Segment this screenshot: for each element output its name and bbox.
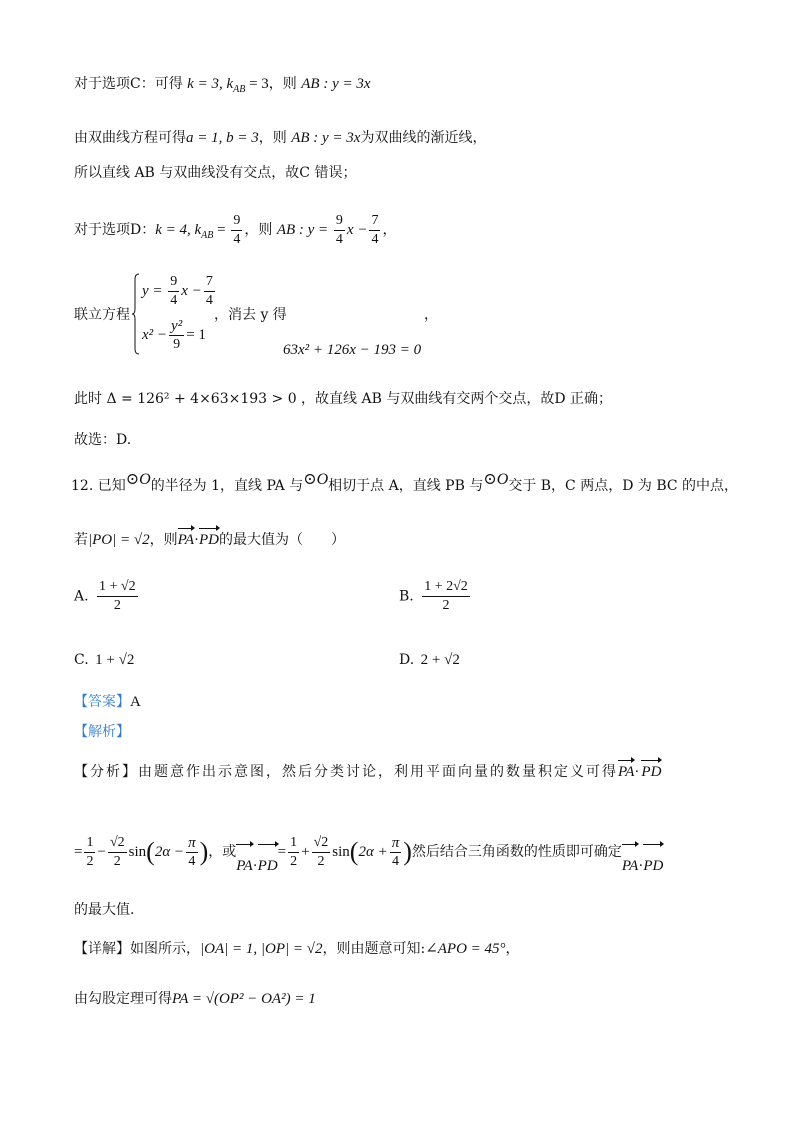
question-text: 的最大值为（ ）: [219, 532, 346, 548]
numerator: π: [391, 834, 400, 851]
text-or: ，或: [208, 844, 237, 860]
punctuation: ，: [424, 307, 438, 323]
numerator: π: [188, 834, 196, 851]
question-number: 12. 已知: [71, 478, 126, 494]
fraction-7-4: [204, 273, 215, 310]
math-k-value: k = 4, k: [155, 222, 202, 238]
system-row-1: [142, 272, 217, 310]
math-x-minus: x −: [346, 222, 368, 238]
hyperbola-intro: 由双曲线方程可得: [74, 130, 186, 146]
math-equals: =: [213, 222, 230, 238]
numerator: 1 + √2: [97, 578, 138, 597]
system-row-2: [142, 316, 206, 354]
fraction-7-4: [369, 212, 380, 249]
analysis-formula-line: = $\frac{1}{2}$ − $\frac{√2}{2}$ sin(2α − $\frac{\pi}{4}$ )，或PA·PD= $\frac{1}{2}$ + $\frac{√2}{2}$ sin(2α + $\frac{\pi}{4}$ )然后结合三角函数的性质即可确定PA·PD: [74, 832, 663, 886]
vector-pa: PA: [618, 764, 635, 780]
denominator: 4: [371, 231, 379, 247]
question-text: 若: [74, 532, 88, 548]
option-a[interactable]: [74, 578, 140, 615]
math-x-minus: x −: [181, 283, 202, 299]
denominator: 9: [173, 336, 181, 352]
text-line-option-c: [74, 74, 371, 100]
option-d[interactable]: [399, 650, 460, 670]
math-sin: sin: [332, 844, 350, 860]
detail-text: 如图所示，: [130, 941, 200, 957]
answer-tag: 【答案】: [74, 694, 130, 710]
fraction-pi-4: [390, 834, 402, 871]
math-po-length: |PO| = √2: [88, 532, 150, 548]
system-label: 联立方程: [74, 307, 130, 323]
answer-line: [74, 692, 141, 712]
detail-text: 由勾股定理可得: [74, 991, 172, 1007]
question-12-line-1: [71, 470, 738, 496]
option-c-value: 1 + √2: [95, 652, 135, 668]
math-subscript: AB: [233, 83, 246, 95]
denominator: 4: [335, 231, 343, 247]
circle-o-symbol: ⊙O: [483, 471, 509, 488]
vector-pd: PD: [641, 764, 662, 780]
option-a-label: A.: [74, 588, 89, 605]
vector-pd: PD: [643, 846, 663, 886]
denominator: 2: [442, 598, 450, 613]
math-kab-value: = 3: [245, 76, 269, 92]
math-y-equals: y =: [142, 283, 167, 299]
fraction-root2-over-2: [108, 834, 127, 871]
math-argument: 2α −: [154, 844, 185, 860]
numerator: 1 + 2√2: [422, 578, 470, 597]
math-argument: 2α +: [358, 844, 388, 860]
fraction-pi-4: [186, 834, 198, 871]
analysis-tag: 【解析】: [74, 724, 130, 740]
math-subscript: AB: [201, 229, 214, 241]
option-b[interactable]: [399, 578, 472, 615]
text-line-hyperbola: [74, 128, 486, 148]
denominator: 4: [170, 292, 178, 308]
numerator: √2: [312, 834, 331, 853]
quadratic-result: 63x² + 126x − 193 = 0: [283, 342, 422, 358]
vector-pd: PD: [199, 532, 220, 548]
text-then: ，则: [258, 130, 292, 146]
eliminate-y-text: ，消去 y 得: [214, 307, 287, 323]
text-line-choose-d: 故选：D.: [74, 432, 132, 448]
math-equals: =: [74, 844, 83, 860]
numerator: 7: [369, 212, 380, 231]
numerator: 9: [168, 273, 179, 292]
vector-pa: PA: [622, 846, 638, 886]
analysis-text: 【分析】由题意作出示意图，然后分类讨论，利用平面向量的数量积定义可得: [74, 764, 618, 780]
math-angle: ∠APO = 45°: [425, 941, 506, 957]
math-k-value: k = 3, k: [187, 76, 234, 92]
question-text: 交于 B，C 两点，D 为 BC 的中点，: [508, 478, 739, 494]
numerator: 9: [334, 212, 345, 231]
text-then: ，则: [244, 222, 277, 238]
math-x-squared: x² −: [142, 327, 168, 343]
math-lengths: |OA| = 1, |OP| = √2: [200, 941, 323, 957]
text-then: ，则: [149, 532, 178, 548]
punctuation: ，: [505, 941, 520, 957]
fraction-root2-over-2: [312, 834, 331, 871]
fraction-9-4: [334, 212, 345, 249]
answer-value: A: [130, 694, 141, 710]
detail-line-2: [74, 989, 316, 1009]
numerator: 7: [204, 273, 215, 292]
option-c[interactable]: [74, 650, 134, 670]
denominator: 4: [233, 231, 241, 247]
option-d-label: D.: [399, 652, 415, 668]
vector-pa: PA: [177, 532, 195, 548]
math-line-ab: AB : y = 3x: [301, 76, 371, 92]
fraction-y2-9: [169, 317, 184, 354]
text-line-option-d: [74, 210, 396, 256]
denominator: 2: [290, 853, 298, 869]
numerator: 1: [288, 834, 299, 853]
question-12-line-2: 若|PO| = √2，则PA·PD的最大值为（ ）: [74, 532, 346, 548]
denominator: 2: [113, 598, 121, 613]
math-line-ab: AB : y = 3x: [291, 130, 361, 146]
option-a-value: [97, 578, 138, 615]
fraction-half: [288, 834, 299, 871]
fraction-half: [84, 834, 95, 871]
denominator: 2: [317, 853, 325, 869]
detail-line-1: [74, 939, 520, 959]
asymptote-text: 为双曲线的渐近线，: [360, 130, 487, 146]
question-text: 相切于点 A，直线 PB 与: [328, 478, 484, 494]
brace-icon: [132, 273, 140, 355]
math-equals-one: = 1: [186, 327, 206, 343]
numerator: y²: [171, 317, 183, 334]
option-d-intro: 对于选项D：: [74, 222, 156, 238]
denominator: 2: [86, 853, 94, 869]
math-line-ab: AB : y =: [276, 222, 332, 238]
circle-o-symbol: ⊙O: [125, 471, 151, 488]
analysis-paragraph-3: 的最大值.: [74, 902, 135, 918]
circle-o-symbol: ⊙O: [303, 471, 329, 488]
denominator: 4: [205, 292, 213, 308]
fraction-9-4: [168, 273, 179, 310]
vector-pa: PA: [236, 846, 252, 886]
option-b-label: B.: [399, 588, 414, 605]
math-pythagoras: PA = √(OP² − OA²) = 1: [172, 991, 316, 1007]
punctuation: ，: [382, 222, 397, 238]
math-sin: sin: [128, 844, 147, 860]
math-a-b: a = 1, b = 3: [186, 130, 259, 146]
denominator: 4: [188, 853, 196, 869]
option-c-label: C.: [74, 652, 89, 668]
option-d-value: 2 + √2: [420, 652, 460, 668]
option-b-value: [422, 578, 470, 615]
detail-text: ，则由题意可知:: [322, 941, 426, 957]
vector-pd: PD: [258, 846, 278, 886]
option-c-intro: 对于选项C：可得: [74, 76, 183, 92]
analysis-paragraph-1: 【分析】由题意作出示意图，然后分类讨论，利用平面向量的数量积定义可得PA·PD: [74, 764, 662, 780]
analysis-text: 然后结合三角函数的性质即可确定: [411, 844, 622, 860]
question-text: 的半径为 1，直线 PA 与: [150, 478, 304, 494]
fraction-9-4: [231, 212, 242, 249]
numerator: 1: [84, 834, 95, 853]
detail-tag: 【详解】: [74, 941, 130, 957]
numerator: √2: [108, 834, 127, 853]
text-line-c-wrong: 所以直线 AB 与双曲线没有交点，故C 错误；: [74, 165, 357, 181]
denominator: 4: [391, 853, 399, 869]
numerator: 9: [231, 212, 242, 231]
denominator: 2: [113, 853, 121, 869]
text-then: ，则: [268, 76, 302, 92]
text-line-discriminant: 此时 Δ = 126² + 4×63×193 > 0 ，故直线 AB 与双曲线有交两个交点，故D 正确；: [74, 391, 613, 407]
